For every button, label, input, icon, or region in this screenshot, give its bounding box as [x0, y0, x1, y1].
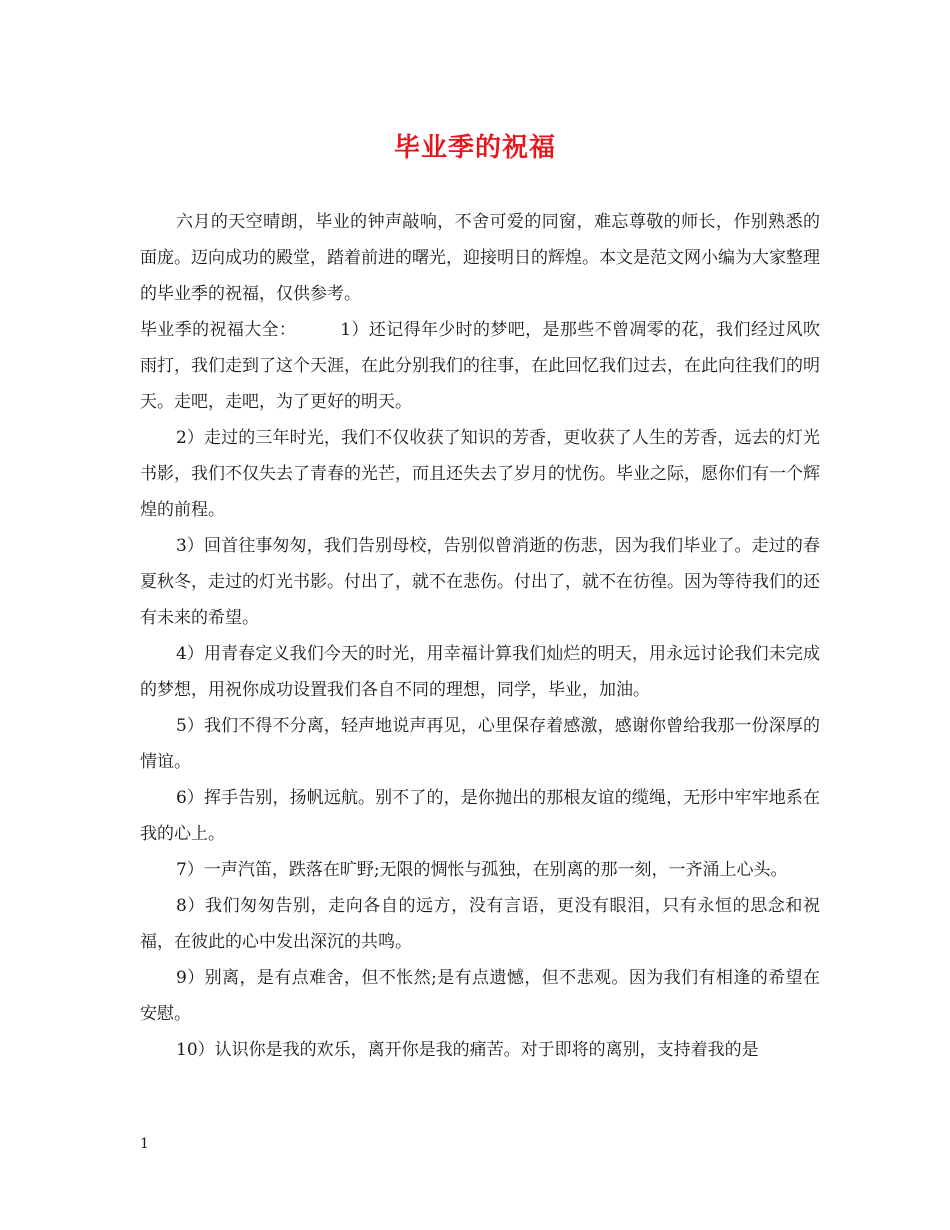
wish-item-2: 2）走过的三年时光，我们不仅收获了知识的芳香，更收获了人生的芳香，远去的灯光书影，我们不仅失去了青春的光芒，而且还失去了岁月的忧伤。毕业之际，愿你们有一个辉煌的前程。	[140, 428, 820, 520]
wish-item-9: 9）别离，是有点难舍，但不怅然;是有点遗憾，但不悲观。因为我们有相逢的希望在安慰。	[140, 968, 820, 1024]
wish-item-4: 4）用青春定义我们今天的时光，用幸福计算我们灿烂的明天，用永远讨论我们未完成的梦想，用祝你成功设置我们各自不同的理想，同学，毕业，加油。	[140, 644, 820, 700]
section-paragraph	[140, 312, 820, 420]
wish-item-5: 5）我们不得不分离，轻声地说声再见，心里保存着感激，感谢你曾给我那一份深厚的情谊。	[140, 716, 820, 772]
document-body	[140, 204, 820, 1068]
intro-paragraph: 六月的天空晴朗，毕业的钟声敲响，不舍可爱的同窗，难忘尊敬的师长，作别熟悉的面庞。迈向成功的殿堂，踏着前进的曙光，迎接明日的辉煌。本文是范文网小编为大家整理的毕业季的祝福，仅供参考。	[140, 212, 820, 304]
wish-item-3: 3）回首往事匆匆，我们告别母校，告别似曾消逝的伤悲，因为我们毕业了。走过的春夏秋冬，走过的灯光书影。付出了，就不在悲伤。付出了，就不在彷徨。因为等待我们的还有未来的希望。	[140, 536, 820, 628]
wish-item-10: 10）认识你是我的欢乐，离开你是我的痛苦。对于即将的离别，支持着我的是	[176, 1040, 759, 1060]
wish-item-8: 8）我们匆匆告别，走向各自的远方，没有言语，更没有眼泪，只有永恒的思念和祝福，在彼此的心中发出深沉的共鸣。	[140, 896, 820, 952]
wish-item-7: 7）一声汽笛，跌落在旷野;无限的惆怅与孤独，在别离的那一刻，一齐涌上心头。	[176, 860, 788, 880]
page-number: 1	[140, 1136, 149, 1152]
document-title: 毕业季的祝福	[393, 133, 556, 163]
wish-item-6: 6）挥手告别，扬帆远航。别不了的，是你抛出的那根友谊的缆绳，无形中牢牢地系在我的心上。	[140, 788, 820, 844]
section-label: 毕业季的祝福大全：	[140, 320, 297, 340]
wish-item-1: 1）还记得年少时的梦吧，是那些不曾凋零的花，我们经过风吹雨打，我们走到了这个天涯，在此分别我们的往事，在此回忆我们过去，在此向往我们的明天。走吧，走吧，为了更好的明天。	[140, 320, 820, 412]
